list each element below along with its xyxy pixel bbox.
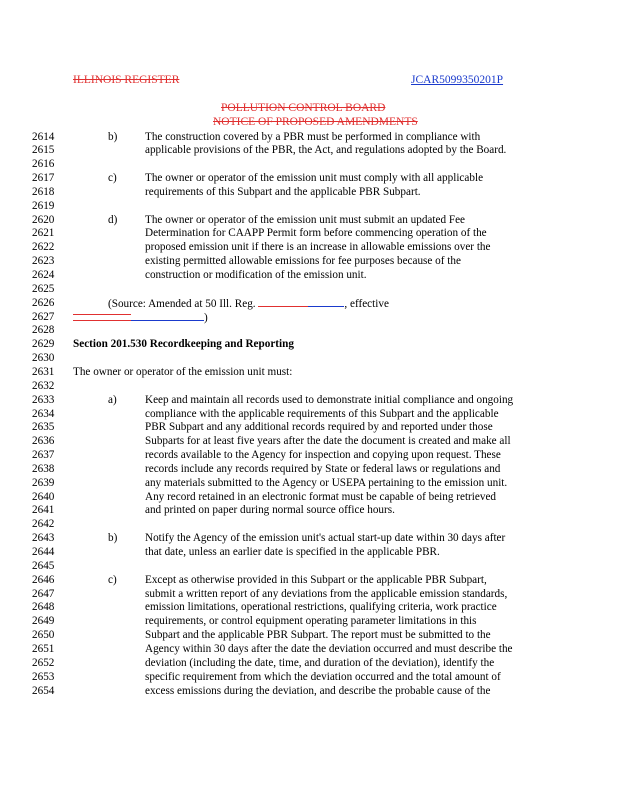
line-number: 2635 [32, 421, 55, 434]
line-text: construction or modification of the emission unit. [145, 269, 367, 281]
document-line [0, 420, 618, 434]
item-label: d) [108, 213, 118, 226]
line-text: submit a written report of any deviations from the applicable emission standards, [145, 587, 508, 600]
document-line [0, 226, 618, 240]
line-number: 2641 [32, 504, 55, 517]
item-label: a) [108, 393, 117, 406]
item-label: b) [108, 532, 118, 545]
document-line [0, 531, 618, 545]
line-number: 2647 [32, 587, 55, 600]
line-number: 2654 [32, 684, 55, 697]
line-number: 2616 [32, 158, 55, 171]
line-number: 2620 [32, 213, 55, 226]
line-text: Agency within 30 days after the date the deviation occurred and must describe the [145, 642, 513, 655]
document-line [0, 323, 618, 337]
line-number: 2627 [32, 310, 55, 323]
line-text: Subpart and the applicable PBR Subpart. The report must be submitted to the [145, 629, 491, 642]
board-title: POLLUTION CONTROL BOARD [221, 102, 386, 114]
section-heading: Section 201.530 Recordkeeping and Reporting [73, 338, 294, 351]
document-line [0, 199, 618, 213]
document-line [0, 157, 618, 171]
source-note [108, 296, 389, 311]
line-text: Except as otherwise provided in this Subpart or the applicable PBR Subpart, [145, 573, 487, 586]
line-text: The construction covered by a PBR must be performed in compliance with [145, 130, 481, 143]
line-number: 2619 [32, 199, 55, 212]
line-text: PBR Subpart and any additional records required by and reported under those [145, 421, 493, 434]
line-text: specific requirement from which the deviation occurred and the total amount of [145, 670, 501, 683]
line-number: 2650 [32, 629, 55, 642]
line-number: 2624 [32, 269, 55, 281]
line-number: 2629 [32, 338, 55, 351]
line-number: 2645 [32, 559, 55, 572]
section-intro: The owner or operator of the emission unit must: [73, 365, 293, 378]
document-line [0, 351, 618, 365]
effective-date-blank [73, 310, 208, 325]
document-line [0, 213, 618, 227]
document-line [0, 393, 618, 407]
line-number: 2651 [32, 642, 55, 655]
register-header: ILLINOIS REGISTER [73, 74, 180, 86]
line-number: 2630 [32, 352, 55, 365]
line-text: The owner or operator of the emission unit must submit an updated Fee [145, 213, 466, 226]
line-text: requirements of this Subpart and the applicable PBR Subpart. [145, 185, 421, 198]
line-text: any materials submitted to the Agency or USEPA pertaining to the emission unit. [145, 476, 508, 489]
line-number: 2649 [32, 615, 55, 628]
line-text: Notify the Agency of the emission unit's actual start-up date within 30 days after [145, 532, 506, 545]
line-number: 2626 [32, 296, 55, 309]
document-line [0, 407, 618, 421]
document-line [0, 379, 618, 393]
document-line [0, 462, 618, 476]
line-text: records include any records required by State or federal laws or regulations and [145, 462, 501, 475]
line-text: Determination for CAAPP Permit form before commencing operation of the [145, 227, 487, 240]
document-line [0, 448, 618, 462]
blank-date-blue [131, 310, 204, 321]
source-note-text: (Source: Amended at 50 Ill. Reg. [108, 297, 259, 310]
document-line [0, 573, 618, 587]
document-line [0, 600, 618, 614]
document-line [0, 434, 618, 448]
blank-register-blue [308, 296, 344, 307]
line-number: 2633 [32, 393, 55, 406]
line-text: that date, unless an earlier date is specified in the applicable PBR. [145, 546, 440, 558]
document-line [0, 337, 618, 351]
line-number: 2652 [32, 656, 55, 669]
line-number: 2623 [32, 255, 55, 268]
line-number: 2614 [32, 130, 55, 143]
line-number: 2631 [32, 365, 55, 378]
line-number: 2642 [32, 518, 55, 531]
document-line [0, 143, 618, 157]
notice-title: NOTICE OF PROPOSED AMENDMENTS [213, 116, 418, 128]
document-line [0, 130, 618, 144]
line-number: 2625 [32, 282, 55, 295]
document-line [0, 559, 618, 573]
line-number: 2640 [32, 490, 55, 503]
line-number: 2643 [32, 532, 55, 545]
item-label: c) [108, 172, 117, 185]
document-line [0, 490, 618, 504]
blank-register-red [258, 296, 308, 307]
line-text: compliance with the applicable requirements of this Subpart and the applicable [145, 407, 499, 420]
document-line [0, 282, 618, 296]
line-text: deviation (including the date, time, and duration of the deviation), identify the [145, 656, 495, 669]
document-line [0, 670, 618, 684]
line-text: Subparts for at least five years after the date the document is created and make all [145, 435, 511, 448]
blank-date-red [73, 310, 131, 321]
jcar-code: JCAR5099350201P [411, 74, 504, 86]
document-line [0, 614, 618, 628]
line-text: Keep and maintain all records used to demonstrate initial compliance and ongoing [145, 393, 514, 406]
document-line [0, 365, 618, 379]
document-line [0, 684, 618, 698]
line-number: 2628 [32, 324, 55, 337]
line-number: 2653 [32, 670, 55, 683]
line-text: records available to the Agency for inspection and copying upon request. These [145, 449, 501, 462]
line-number: 2615 [32, 144, 55, 157]
item-label: b) [108, 130, 118, 143]
line-number: 2639 [32, 476, 55, 489]
line-number: 2636 [32, 435, 55, 448]
document-line [0, 628, 618, 642]
line-number: 2634 [32, 407, 55, 420]
line-text: existing permitted allowable emissions for fee purposes because of the [145, 255, 461, 268]
line-number: 2648 [32, 601, 55, 614]
document-line [0, 268, 618, 282]
document-line [0, 517, 618, 531]
line-number: 2617 [32, 172, 55, 185]
line-number: 2646 [32, 573, 55, 586]
line-number: 2632 [32, 379, 55, 392]
line-text: The owner or operator of the emission unit must comply with all applicable [145, 172, 484, 185]
document-line [0, 587, 618, 601]
line-text: proposed emission unit if there is an increase in allowable emissions over the [145, 241, 491, 254]
document-line [0, 254, 618, 268]
document-line [0, 310, 618, 324]
item-label: c) [108, 573, 117, 586]
document-line [0, 296, 618, 310]
line-text: emission limitations, operational restrictions, qualifying criteria, work practice [145, 601, 497, 614]
document-line [0, 476, 618, 490]
line-text: requirements, or control equipment operating parameter limitations in this [145, 615, 477, 628]
line-text: Any record retained in an electronic format must be capable of being retrieved [145, 490, 497, 503]
document-line [0, 642, 618, 656]
document-line [0, 656, 618, 670]
closing-paren: ) [204, 311, 208, 324]
line-number: 2622 [32, 241, 55, 254]
document-line [0, 240, 618, 254]
line-number: 2644 [32, 546, 55, 558]
line-number: 2637 [32, 449, 55, 462]
document-line [0, 545, 618, 559]
source-note-effective: , effective [344, 297, 389, 310]
strike-mark [73, 314, 131, 315]
document-line [0, 171, 618, 185]
document-line [0, 185, 618, 199]
line-number: 2621 [32, 227, 55, 240]
line-text: excess emissions during the deviation, and describe the probable cause of the [145, 684, 491, 697]
line-text: applicable provisions of the PBR, the Act, and regulations adopted by the Board. [145, 144, 507, 157]
line-number: 2618 [32, 185, 55, 198]
line-number: 2638 [32, 462, 55, 475]
document-line [0, 503, 618, 517]
line-text: and printed on paper during normal source office hours. [145, 504, 395, 517]
